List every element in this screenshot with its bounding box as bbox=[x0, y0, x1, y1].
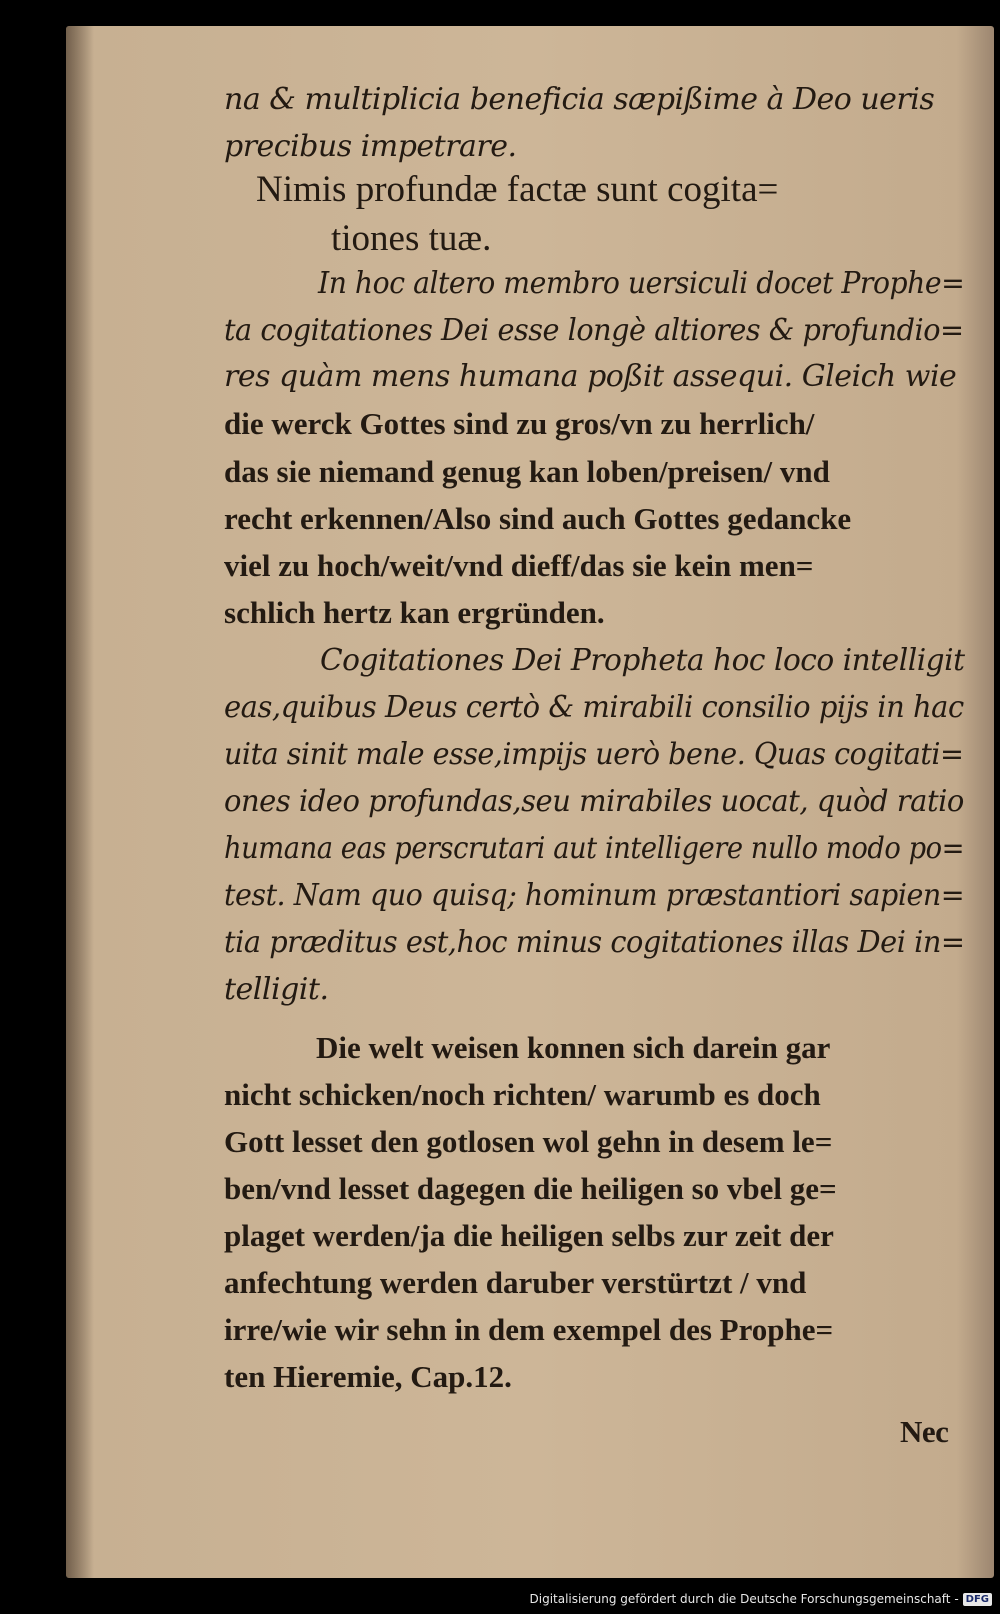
text-line: precibus impetrare. bbox=[224, 129, 517, 164]
book-page bbox=[66, 26, 994, 1578]
text-line: die werck Gottes sind zu gros/vn zu herrlich/ bbox=[224, 406, 815, 441]
text-line: uita sinit male esse,impijs uerò bene. Quas cogitati= bbox=[224, 737, 964, 772]
dfg-logo: DFG bbox=[963, 1593, 992, 1606]
text-line: tia præditus est,hoc minus cogitationes illas Dei in= bbox=[224, 925, 965, 960]
text-line: Gott lesset den gotlosen wol gehn in desem le= bbox=[224, 1124, 833, 1159]
text-line: ta cogitationes Dei esse longè altiores & profundio= bbox=[224, 313, 964, 348]
catchword: Nec bbox=[900, 1414, 949, 1449]
text-line: Cogitationes Dei Propheta hoc loco intelligit bbox=[320, 643, 965, 678]
text-line: ben/vnd lesset dagegen die heiligen so vbel ge= bbox=[224, 1171, 837, 1206]
section-heading: Nimis profundæ factæ sunt cogita= bbox=[256, 169, 779, 210]
text-line: viel zu hoch/weit/vnd dieff/das sie kein men= bbox=[224, 548, 814, 583]
text-line: test. Nam quo quisq; hominum præstantiori sapien= bbox=[224, 878, 965, 913]
text-line: anfechtung werden daruber verstürtzt / vnd bbox=[224, 1265, 807, 1300]
text-line: eas,quibus Deus certò & mirabili consilio pijs in hac bbox=[224, 690, 964, 725]
text-line: irre/wie wir sehn in dem exempel des Prophe= bbox=[224, 1312, 834, 1347]
text-line: ones ideo profundas,seu mirabiles uocat, quòd ratio bbox=[224, 784, 964, 819]
text-line: ten Hieremie, Cap.12. bbox=[224, 1359, 512, 1394]
gutter-shadow bbox=[66, 26, 94, 1578]
text-line: das sie niemand genug kan loben/preisen/ vnd bbox=[224, 454, 830, 489]
text-line: Die welt weisen konnen sich darein gar bbox=[316, 1030, 831, 1065]
text-line: telligit. bbox=[224, 972, 329, 1007]
credit-text: Digitalisierung gefördert durch die Deutsche Forschungsgemeinschaft - bbox=[529, 1592, 959, 1606]
text-line: plaget werden/ja die heiligen selbs zur zeit der bbox=[224, 1218, 834, 1253]
text-line: na & multiplicia beneficia sæpißime à Deo ueris bbox=[224, 82, 935, 117]
text-line: nicht schicken/noch richten/ warumb es doch bbox=[224, 1077, 821, 1112]
digitization-credit bbox=[530, 1588, 993, 1610]
text-line: humana eas perscrutari aut intelligere nullo modo po= bbox=[224, 831, 965, 866]
section-heading: tiones tuæ. bbox=[331, 218, 492, 259]
text-line: res quàm mens humana poßit assequi. Gleich wie bbox=[224, 359, 957, 394]
text-line: In hoc altero membro uersiculi docet Prophe= bbox=[318, 266, 965, 301]
text-line: schlich hertz kan ergründen. bbox=[224, 595, 605, 630]
text-line: recht erkennen/Also sind auch Gottes gedancke bbox=[224, 501, 852, 536]
